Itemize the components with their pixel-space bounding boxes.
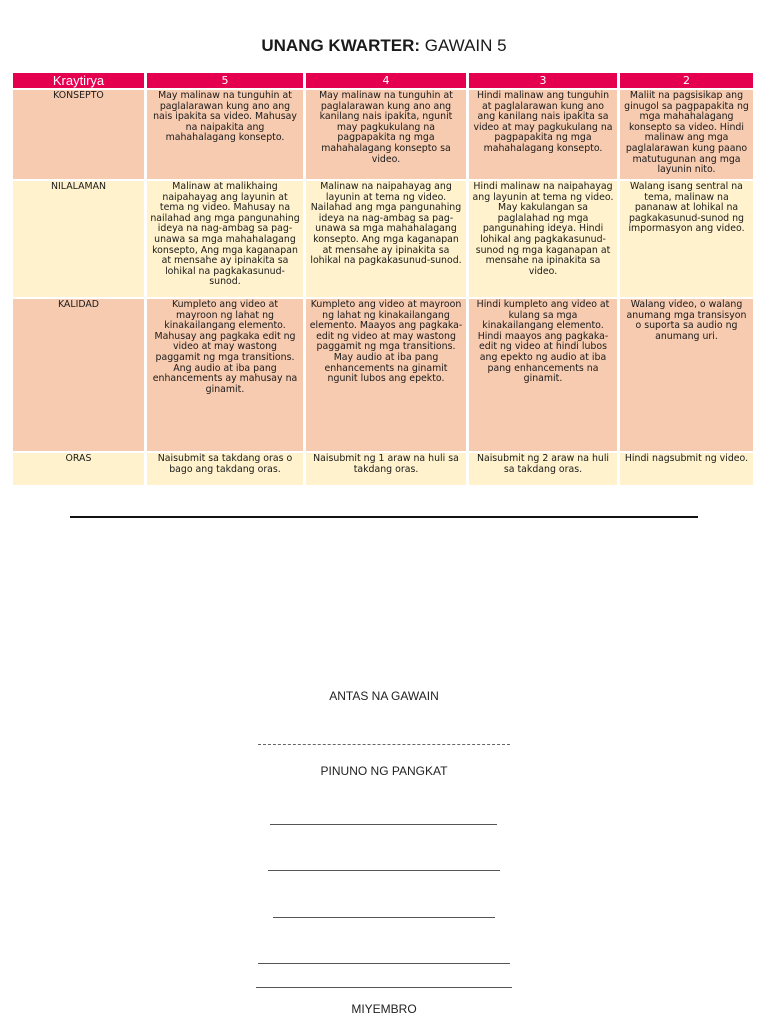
rubric-cell: Walang video, o walang anumang mga transisyon o suporta sa audio ng anumang uri. [620, 299, 753, 451]
pinuno-label: PINUNO NG PANGKAT [320, 764, 448, 778]
antas-label: ANTAS NA GAWAIN [329, 689, 439, 703]
header-score-2: 2 [620, 73, 753, 88]
header-criteria: Kraytirya [13, 73, 144, 88]
rubric-cell: Kumpleto ang video at mayroon ng lahat ng kinakailangang elemento. Maayos ang pagkaka-edit ng video at may wastong paggamit ng mga transitions. May audio at iba pang enhancements na ginamit ngunit lubos ang epekto. [306, 299, 466, 451]
rubric-cell: Malinaw at malikhaing naipahayag ang layunin at tema ng video. Mahusay na nailahad ang mga pangunahing ideya na nag-ambag sa pag- unawa sa mga mahahalagang konsepto, Ang mga kaganapan at mensahe ay ipinakita sa lohikal na pagkakasunud- sunod. [147, 181, 303, 297]
signature-line [273, 917, 495, 918]
title-activity: GAWAIN 5 [424, 36, 507, 55]
rubric-cell: Hindi malinaw ang tunguhin at paglalarawan kung ano ang kanilang nais ipakita sa video at may pagkukulang na pagpapakita ng mga mahahalagang konsepto. [469, 90, 617, 179]
rubric-cell: Naisubmit ng 2 araw na huli sa takdang oras. [469, 453, 617, 485]
rubric-cell: Kumpleto ang video at mayroon ng lahat ng kinakailangang elemento. Mahusay ang pagkaka edit ng video at may wastong paggamit ng mga transitions. Ang audio at iba pang enhancements ay mahusay na ginamit. [147, 299, 303, 451]
rubric-cell: May malinaw na tunguhin at paglalarawan kung ano ang nais ipakita sa video. Mahusay na naipakita ang mahahalagang konsepto. [147, 90, 303, 179]
rubric-cell: Malinaw na naipahayag ang layunin at tema ng video. Nailahad ang mga pangunahing ideya na nag-ambag sa pag-unawa sa mga mahahalagang konsepto. Ang mga kaganapan at mensahe ay ipinakita sa lohikal na pagkakasunud-sunod. [306, 181, 466, 297]
table-row [13, 299, 753, 451]
title-quarter: UNANG KWARTER: [261, 36, 421, 55]
signature-line [258, 963, 510, 964]
miyembro-label: MIYEMBRO [351, 1002, 417, 1016]
header-score-5: 5 [147, 73, 303, 88]
criterion-cell: KALIDAD [13, 299, 144, 451]
criterion-cell: NILALAMAN [13, 181, 144, 297]
antas-signature-line [258, 744, 510, 745]
criterion-cell: KONSEPTO [13, 90, 144, 179]
table-row [13, 90, 753, 179]
rubric-cell: Hindi malinaw na naipahayag ang layunin at tema ng video. May kakulangan sa paglalahad ng mga pangunahing ideya. Hindi lohikal ang pagkakasunud-sunod ng mga kaganapan at mensahe na ipinakita sa video. [469, 181, 617, 297]
header-score-4: 4 [306, 73, 466, 88]
table-row [13, 181, 753, 297]
rubric-cell: Naisubmit sa takdang oras o bago ang takdang oras. [147, 453, 303, 485]
signature-line [268, 870, 500, 871]
page-title [0, 36, 768, 56]
signature-line [256, 987, 512, 988]
rubric-cell: Maliit na pagsisikap ang ginugol sa pagpapakita ng mga mahahalagang konsepto sa video. Hindi malinaw ang mga paglalarawan kung paano matutugunan ang mga layunin nito. [620, 90, 753, 179]
rubric-cell: Walang isang sentral na tema, malinaw na pananaw at lohikal na pagkakasunud-sunod ng impormasyon ang video. [620, 181, 753, 297]
criterion-cell: ORAS [13, 453, 144, 485]
table-row [13, 453, 753, 485]
rubric-cell: May malinaw na tunguhin at paglalarawan kung ano ang kanilang nais ipakita, ngunit may pagkukulang na pagpapakita ng mga mahahalagang konsepto sa video. [306, 90, 466, 179]
rubric-cell: Naisubmit ng 1 araw na huli sa takdang oras. [306, 453, 466, 485]
rubric-header-row [13, 73, 753, 88]
rubric-cell: Hindi kumpleto ang video at kulang sa mga kinakailangang elemento. Hindi maayos ang pagkaka-edit ng video at hindi lubos ang epekto ng audio at iba pang enhancements na ginamit. [469, 299, 617, 451]
rubric-table [10, 71, 756, 487]
header-score-3: 3 [469, 73, 617, 88]
signature-line [270, 824, 497, 825]
rubric-cell: Hindi nagsubmit ng video. [620, 453, 753, 485]
section-divider [70, 516, 698, 518]
